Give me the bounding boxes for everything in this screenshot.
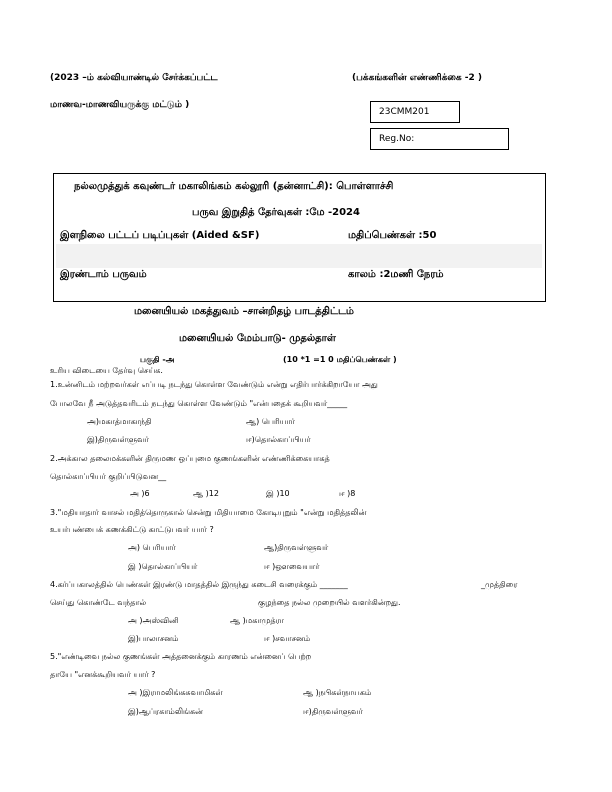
q5-option-b: ஆ )நபிகள்நாயகம் [303,688,372,697]
q4-option-d: ஈ )சவாசனம் [264,634,311,643]
part-label: பகுதி -அ [140,355,175,364]
batch-note: (2023 –ம் கல்வியாண்டில் சேர்க்கப்பட்ட [50,73,218,83]
shaded-row [56,244,542,268]
q4-option-b: ஆ )மகாமுத்ரா [230,616,284,625]
marks-note: (10 *1 =1 0 மதிப்பெண்கள் ) [283,355,397,364]
q3-option-a: அ) பெரியார் [128,543,176,552]
q1-option-d: ஈ)தொல்காப்பியர் [246,435,311,444]
q3-option-b: ஆ)திருவள்ளுவர் [264,543,329,552]
q4-line2-end: குழந்தை நல்ல முறையில் வளர்கின்றது. [258,598,401,607]
q5-line2: தாயே "எனக்கூறியவர் யார் ? [50,670,156,679]
q2-line1: 2.அக்கால தலைமக்களின் திருமண ஒப்புமை குணங்களின் எண்ணிக்கையாகத் [50,454,330,463]
q3-option-c: இ )தொல்காப்பியர் [128,562,198,571]
q4-line1-end: _முத்திரை [481,580,518,589]
exam-title: பருவ இறுதித் தேர்வுகள் :மே -2024 [192,207,360,218]
q2-option-b: ஆ )12 [193,489,219,498]
q4-option-c: இ)பாலாசனம் [128,634,179,643]
course-name: மனையியல் மகத்துவம் –சான்றிதழ் பாடத்திட்டம் [134,306,354,317]
paper-title: மனையியல் மேம்பாடு- முதல்தாள் [179,333,336,344]
q2-option-c: இ )10 [266,489,290,498]
q5-option-a: அ )இராமலிங்கசுவாமிகள் [128,688,223,697]
reg-no-label: Reg.No: [379,134,415,144]
q1-option-b: ஆ) பெரியார் [246,417,295,426]
q3-option-d: ஈ )ஔவையார் [264,562,320,571]
q5-option-d: ஈ)திருவள்ளுவர் [303,707,363,716]
course-code-box [370,101,460,123]
q1-line1: 1.உன்னிடம் மற்றவர்கள் எப்படி நடந்து கொள்ள வேண்டும் என்று எதிர்பார்க்கிறாயோ அது [50,380,378,389]
max-marks: மதிப்பெண்கள் :50 [348,230,437,241]
q4-line1: 4.கர்ப்பகாலத்தில் பெண்கள் இரண்டு மாதத்தில் இருந்து கடைசி வரைக்கும் _______ [50,580,348,589]
q2-line2: தொல்காப்பியர் குறிப்பிடுவன__ [50,472,167,481]
q1-option-a: அ)மகாத்மாகாந்தி [87,417,152,426]
batch-note-2: மாணவ-மாணவியருக்கு மட்டும் ) [50,100,190,110]
college-name: நல்லமுத்துக் கவுண்டர் மகாலிங்கம் கல்லூரி (தன்னாட்சி): பொள்ளாச்சி [74,181,394,192]
q5-line1: 5."எண்டிவை நல்ல குணங்கள் அத்தனைக்கும் காரணம் என்னைப் பெற்ற [50,652,312,661]
q5-option-c: இ)ஆப்ரகாம்லிங்கன் [128,707,203,716]
q3-line2: உயர்பண்பைக் கணக்கிட்டு காட்டுபவர் யார் ? [50,525,214,534]
q4-line2: செய்து கொண்டே வந்தால் [50,598,147,607]
semester: இரண்டாம் பருவம் [60,269,147,280]
duration: காலம் :2மணி நேரம் [348,269,444,280]
course-code: 23CMM201 [379,107,430,117]
pages-note: (பக்கங்களின் எண்ணிக்கை -2 ) [352,73,483,83]
q2-option-a: அ )6 [130,489,150,498]
q1-option-c: இ)திருவள்ளுவர் [87,435,149,444]
q3-line1: 3."மதியாதார் வாசல் மதித்தொருகால் சென்று மிதியாமை கோடியுறும் "என்று மதித்தலின் [50,508,367,517]
instruction: உரிய விடையை தேர்வு செய்க. [50,366,163,375]
reg-no-box [370,128,509,150]
q1-line2: போலவே நீ அடுத்தவரிடம் நடந்து கொள்ள வேண்டும் "என்பதைக் கூறியவர்_____ [50,399,348,408]
q4-option-a: அ )அஸ்வினி [128,616,179,625]
q2-option-d: ஈ )8 [339,489,356,498]
programme: இளநிலை பட்டப் படிப்புகள் (Aided &SF) [60,230,260,241]
